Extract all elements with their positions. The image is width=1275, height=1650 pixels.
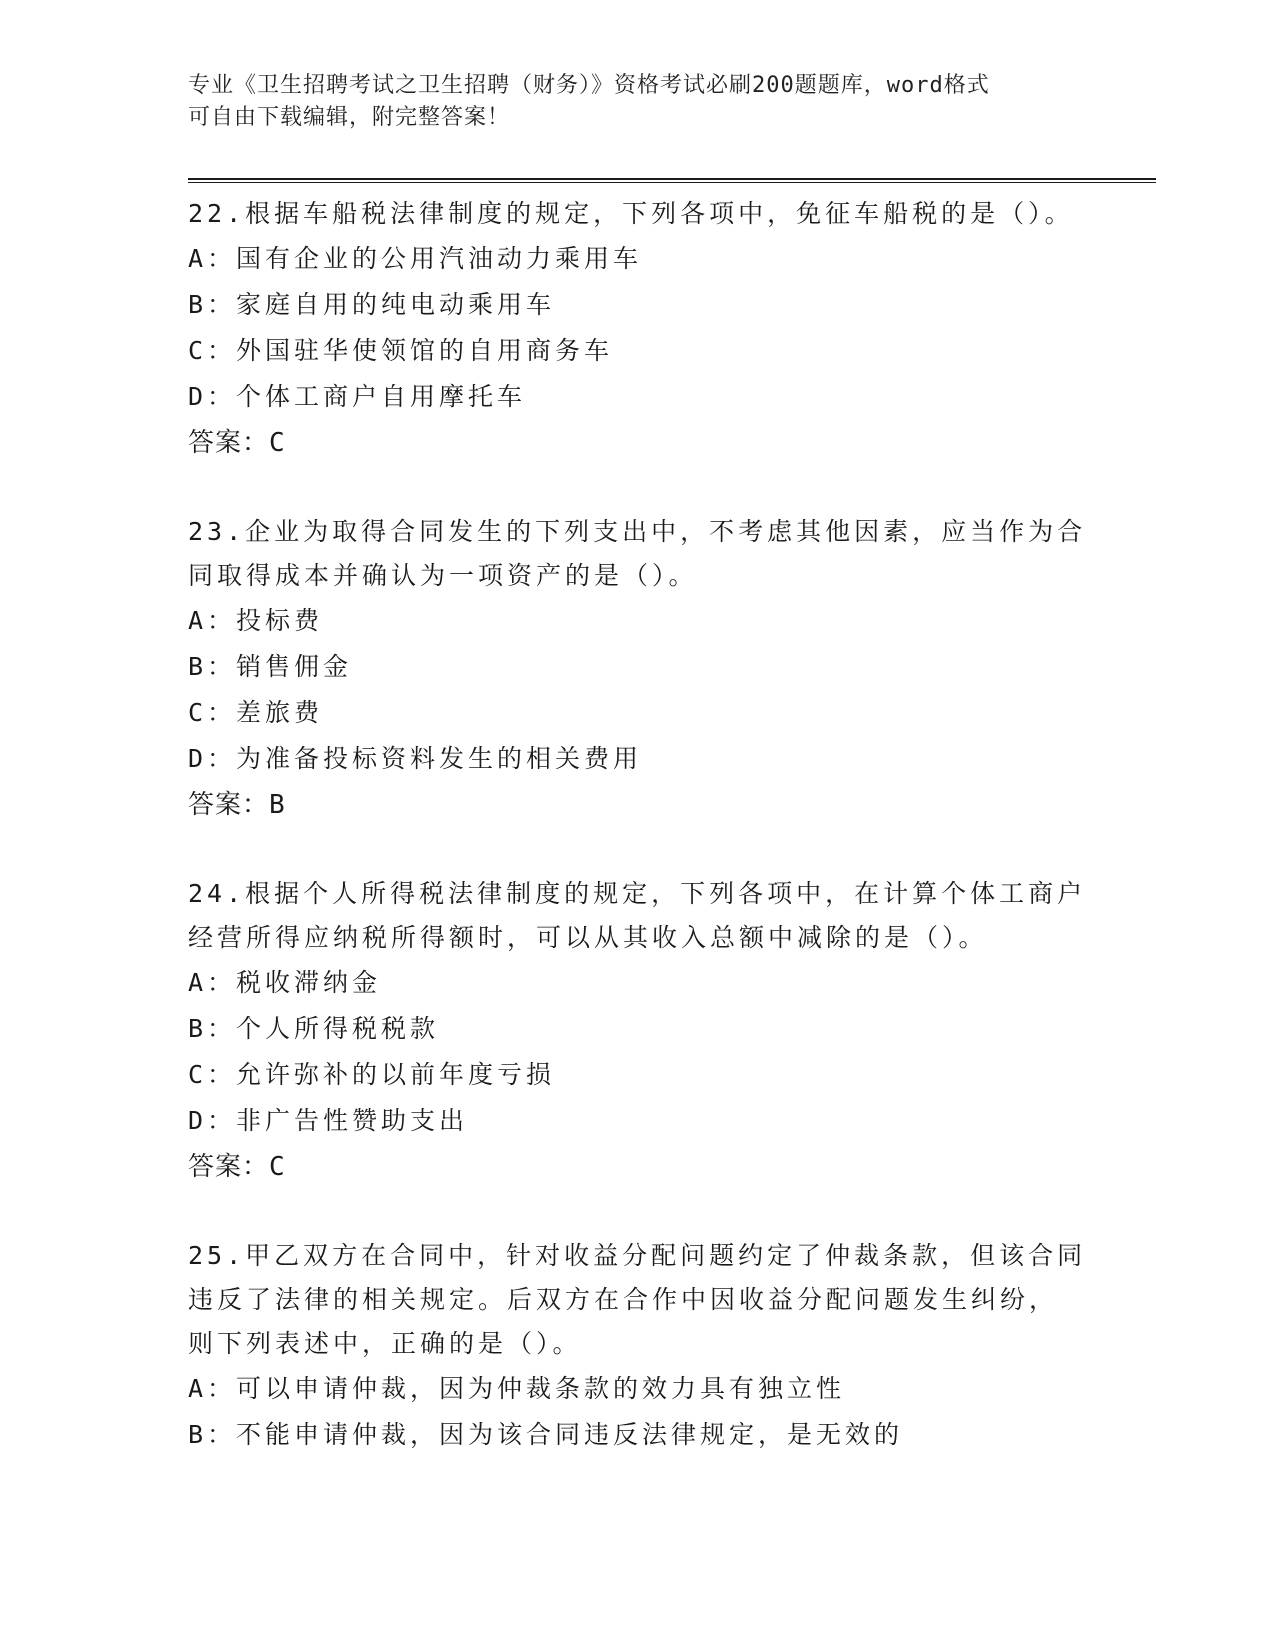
option-d: D：非广告性赞助支出 [188,1106,469,1135]
question-stem: 22.根据车船税法律制度的规定，下列各项中，免征车船税的是（）。 [188,199,1074,228]
option-d: D：个体工商户自用摩托车 [188,382,527,411]
answer-value: C [269,428,286,458]
option-b: B：不能申请仲裁，因为该合同违反法律规定，是无效的 [188,1420,904,1449]
answer-value: C [269,1152,286,1182]
option-c: C：差旅费 [188,698,324,727]
question-24 [188,872,1088,1190]
answer-line [188,782,1088,828]
question-25 [188,1234,1088,1458]
answer-value: B [269,790,286,820]
header-line-1: 专业《卫生招聘考试之卫生招聘（财务）》资格考试必刷200题题库，word格式 [188,73,990,98]
option-c: C：允许弥补的以前年度亏损 [188,1060,556,1089]
header-divider [188,178,1156,183]
option-a: A：税收滞纳金 [188,968,382,997]
answer-label: 答案： [188,790,270,820]
option-b: B：家庭自用的纯电动乘用车 [188,290,556,319]
option-b: B：个人所得税税款 [188,1014,440,1043]
question-stem-line-2: 同取得成本并确认为一项资产的是（）。 [188,561,698,590]
question-stem-line-1: 24.根据个人所得税法律制度的规定，下列各项中，在计算个体工商户 [188,879,1087,908]
question-stem-line-2: 经营所得应纳税所得额时，可以从其收入总额中减除的是（）。 [188,923,988,952]
question-list [188,192,1088,1502]
option-a: A：国有企业的公用汽油动力乘用车 [188,244,643,273]
question-stem-line-1: 23.企业为取得合同发生的下列支出中，不考虑其他因素，应当作为合 [188,517,1087,546]
option-b: B：销售佣金 [188,652,353,681]
answer-label: 答案： [188,1152,270,1182]
option-a: A：可以申请仲裁，因为仲裁条款的效力具有独立性 [188,1374,846,1403]
option-a: A：投标费 [188,606,324,635]
question-stem-line-2: 违反了法律的相关规定。后双方在合作中因收益分配问题发生纠纷， [188,1285,1059,1314]
document-header [188,70,1068,134]
option-c: C：外国驻华使领馆的自用商务车 [188,336,614,365]
answer-label: 答案： [188,428,270,458]
answer-line [188,420,1088,466]
question-stem-line-3: 则下列表述中，正确的是（）。 [188,1329,582,1358]
question-23 [188,510,1088,828]
header-line-2: 可自由下载编辑，附完整答案！ [188,105,511,130]
question-stem-line-1: 25.甲乙双方在合同中，针对收益分配问题约定了仲裁条款，但该合同 [188,1241,1087,1270]
answer-line [188,1144,1088,1190]
option-d: D：为准备投标资料发生的相关费用 [188,744,643,773]
question-22 [188,192,1088,466]
